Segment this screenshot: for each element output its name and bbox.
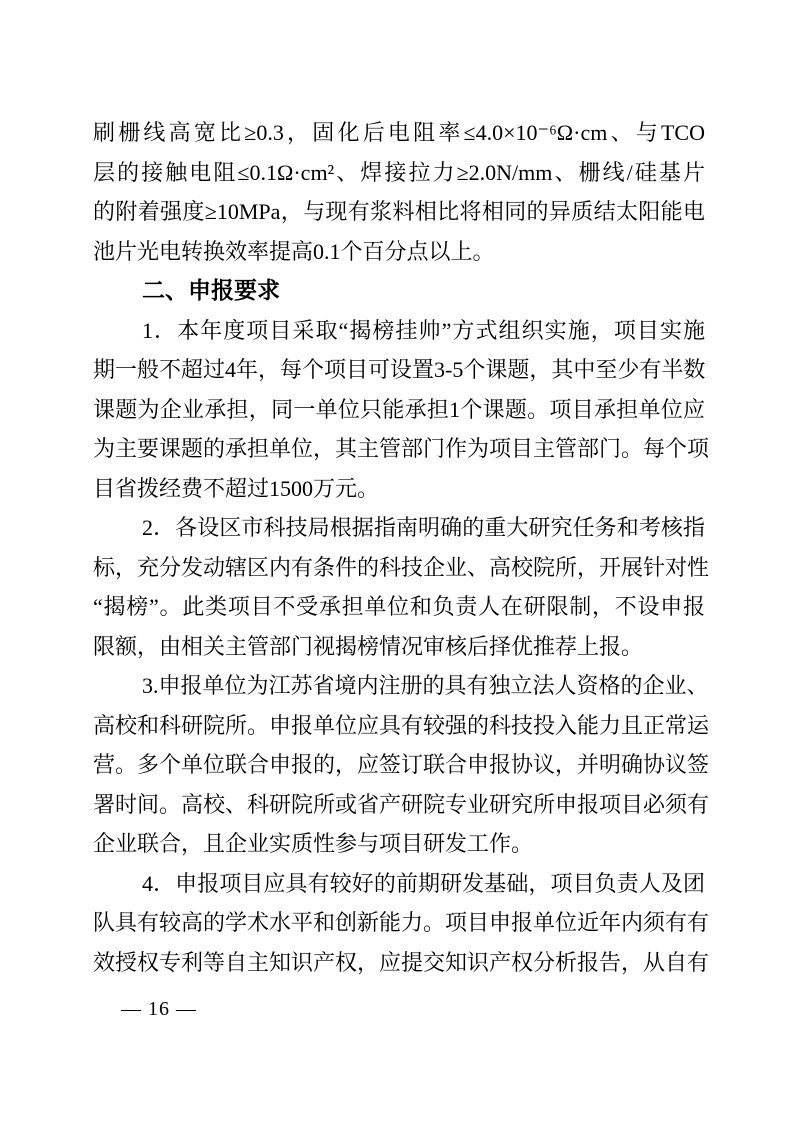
- text-line: 课题为企业承担，同一单位只能承担1个课题。项目承担单位应: [93, 396, 705, 422]
- text-line: 层的接触电阻≤0.1Ω·cm²、焊接拉力≥2.0N/mm、栅线/硅基片: [93, 159, 705, 185]
- section-heading: 二、申报要求: [142, 277, 280, 303]
- page-number-footer: — 16 —: [121, 998, 197, 1020]
- text-line: 企业联合，且企业实质性参与项目研发工作。: [93, 831, 534, 856]
- text-line: 3.申报单位为江苏省境内注册的具有独立法人资格的企业、: [142, 673, 709, 698]
- text-line: 营。多个单位联合申报的，应签订联合申报协议，并明确协议签: [93, 752, 710, 777]
- text-line: 2．各设区市科技局根据指南明确的重大研究任务和考核指: [142, 515, 705, 540]
- text-line: 的附着强度≥10MPa，与现有浆料相比将相同的异质结太阳能电: [93, 199, 705, 224]
- text-line: 高校和科研院所。申报单位应具有较强的科技投入能力且正常运: [93, 712, 710, 738]
- text-line: 期一般不超过4年，每个项目可设置3-5个课题，其中至少有半数: [93, 357, 706, 382]
- text-line: 1．本年度项目采取“揭榜挂帅”方式组织实施，项目实施: [142, 317, 705, 343]
- text-line: 限额，由相关主管部门视揭榜情况审核后择优推荐上报。: [93, 633, 644, 659]
- text-line: “揭榜”。此类项目不受承担单位和负责人在研限制，不设申报: [93, 594, 705, 619]
- text-line: 4．申报项目应具有较好的前期研发基础，项目负责人及团: [142, 870, 705, 896]
- text-line: 刷栅线高宽比≥0.3，固化后电阻率≤4.0×10⁻⁶Ω·cm、与TCO: [93, 120, 705, 145]
- text-line: 为主要课题的承担单位，其主管部门作为项目主管部门。每个项: [93, 436, 710, 461]
- text-line: 效授权专利等自主知识产权，应提交知识产权分析报告，从自有: [93, 949, 710, 975]
- text-line: 池片光电转换效率提高0.1个百分点以上。: [93, 238, 495, 264]
- document-body: [93, 113, 710, 982]
- text-line: 标，充分发动辖区内有条件的科技企业、高校院所，开展针对性: [93, 554, 710, 580]
- text-line: 署时间。高校、科研院所或省产研院专业研究所申报项目必须有: [93, 791, 710, 817]
- text-line: 目省拨经费不超过1500万元。: [93, 475, 380, 501]
- text-line: 队具有较高的学术水平和创新能力。项目申报单位近年内须有有: [93, 910, 710, 935]
